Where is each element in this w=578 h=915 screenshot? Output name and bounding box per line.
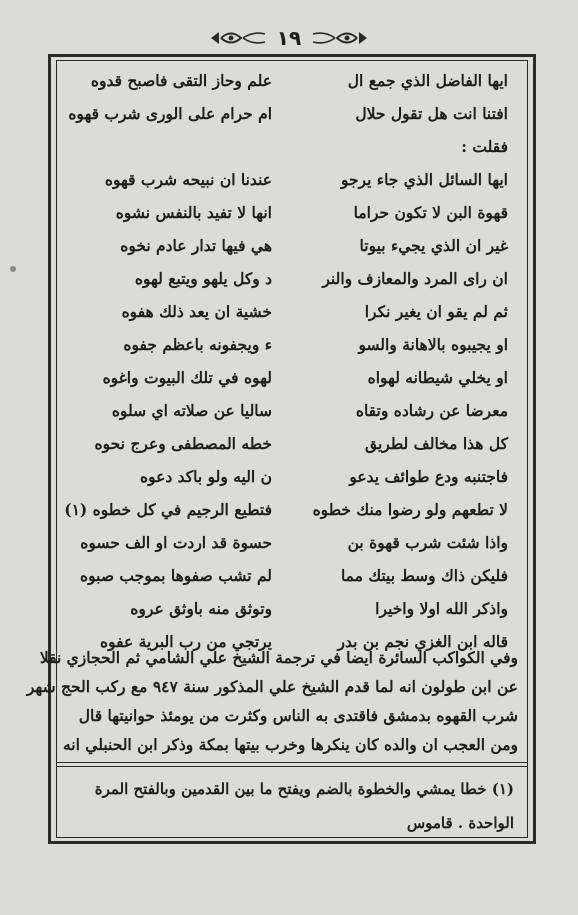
verse-first-hemistich: لا تطعهم ولو رضوا منك خطوه [312,500,508,519]
verse-row [60,163,524,196]
left-ornament-icon [209,29,267,47]
verse-second-hemistich: علم وحاز التقى فاصبح قدوه [90,71,272,90]
paper-speck [10,266,16,272]
verse-second-hemistich: حسوة قد اردت او الف حسوه [80,533,272,552]
verse-row [60,229,524,262]
verse-second-hemistich: يرتجي من رب البرية عفوه [100,632,272,651]
verse-row [60,526,524,559]
verse-first-hemistich: كل هذا مخالف لطريق [365,434,508,453]
verse-second-hemistich: انها لا تفيد بالنفس نشوه [115,203,272,222]
verse-row [60,394,524,427]
verse-second-hemistich: ساليا عن صلاته اي سلوه [111,401,272,420]
verse-first-hemistich: افتنا انت هل تقول حلال [355,104,508,123]
verse-row [60,196,524,229]
verse-row [60,295,524,328]
footnote-line: الواحدة . قاموس [406,814,514,832]
verse-row [60,460,524,493]
verse-row [60,493,524,526]
verse-second-hemistich: د وكل يلهو ويتبع لهوه [134,269,272,288]
footnote-separator-double [56,766,528,767]
verse-row [60,328,524,361]
prose-paragraph [26,643,526,759]
verse-first-hemistich: فليكن ذاك وسط بيتك مما [340,566,508,585]
verse-first-hemistich: ايها السائل الذي جاء يرجو [340,170,508,189]
verse-row [60,361,524,394]
prose-line: وفي الكواكب السائرة ايضا في ترجمة الشيخ علي الشامي ثم الحجازي نقلا [39,648,518,667]
page-header [0,26,578,50]
verse-second-hemistich: عندنا ان نبيحه شرب قهوه [104,170,272,189]
verse-second-hemistich: خطه المصطفى وعرج نحوه [94,434,272,453]
verse-first-hemistich: فقلت : [461,137,508,156]
verse-first-hemistich: غير ان الذي يجيء بيوتا [359,236,508,255]
verse-row [60,97,524,130]
footnote [60,772,526,840]
verse-row [60,130,524,163]
verse-first-hemistich: واذكر الله اولا واخيرا [375,599,508,618]
verse-first-hemistich: ثم لم يقو ان يغير نكرا [364,302,508,321]
verse-first-hemistich: ايها الفاضل الذي جمع ال [347,71,508,90]
verse-first-hemistich: فاجتنبه ودع طوائف يدعو [349,467,508,486]
verse-first-hemistich: واذا شئت شرب قهوة بن [347,533,508,552]
verse-first-hemistich: قهوة البن لا تكون حراما [353,203,508,222]
verse-row [60,427,524,460]
verse-first-hemistich: معرضا عن رشاده وتقاه [355,401,508,420]
verse-row [60,262,524,295]
verse-first-hemistich: او يجيبوه بالاهانة والسو [358,335,508,354]
footnote-separator [56,762,528,763]
verse-first-hemistich: ان راى المرد والمعازف والنر [322,269,508,288]
poem [60,64,524,651]
right-ornament-icon [311,29,369,47]
verse-first-hemistich: قاله ابن الغزي نجم بن بدر [337,632,508,651]
verse-second-hemistich: ام حرام على الورى شرب قهوه [68,104,272,123]
verse-row [60,559,524,592]
page-number: ١٩ [276,26,302,50]
verse-second-hemistich: لم تشب صفوها بموجب صبوه [80,566,272,585]
verse-row [60,592,524,625]
verse-first-hemistich: او يخلي شيطانه لهواه [367,368,508,387]
verse-second-hemistich: فتطيع الرجيم في كل خطوه (١) [64,500,272,519]
verse-row [60,64,524,97]
verse-second-hemistich: هي فيها تدار عادم نخوه [120,236,272,255]
verse-second-hemistich: ء ويجفونه باعظم جفوه [123,335,272,354]
verse-second-hemistich: خشية ان يعد ذلك هفوه [121,302,272,321]
footnote-line: (١) خطا يمشي والخطوة بالضم ويفتح ما بين القدمين وبالفتح المرة [94,780,514,798]
prose-line: شرب القهوه بدمشق فاقتدى به الناس وكثرت من يومئذ حوانيتها قال [78,706,518,725]
prose-line: عن ابن طولون انه لما قدم الشيخ علي المذكور سنة ٩٤٧ مع ركب الحج شهر [26,677,518,696]
verse-second-hemistich: لهوه في تلك البيوت واغوه [102,368,272,387]
verse-second-hemistich: ن اليه ولو باكد دعوه [139,467,272,486]
prose-line: ومن العجب ان والده كان ينكرها وخرب بيتها بمكة وذكر ابن الحنبلي انه [62,735,518,754]
verse-second-hemistich: وتوثق منه باوثق عروه [130,599,272,618]
